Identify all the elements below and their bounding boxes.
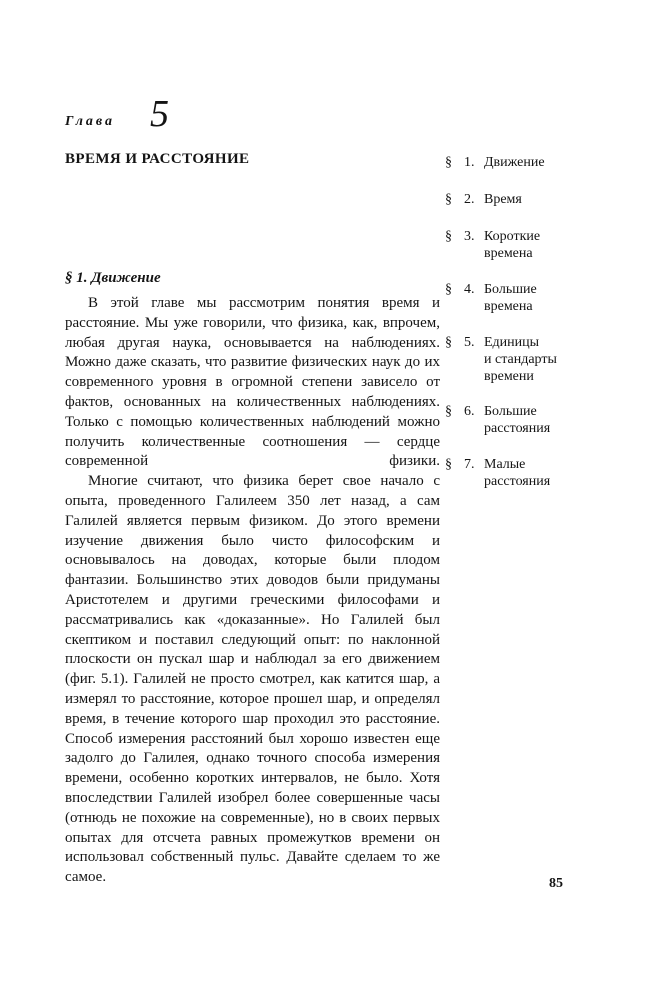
section-sign: § — [445, 229, 452, 244]
section-sign: § — [445, 404, 452, 419]
section-sign: § — [445, 155, 452, 170]
toc-item — [445, 281, 594, 315]
toc-item-number: 4. — [464, 282, 475, 297]
section-heading: § 1. Движение — [65, 270, 161, 286]
section-sign: § — [445, 192, 452, 207]
toc-item-number: 3. — [464, 229, 475, 244]
chapter-label: Глава — [65, 114, 116, 129]
toc-item — [445, 228, 594, 262]
paragraph: В этой главе мы рассмотрим понятия время и расстояние. Мы уже говорили, что физика, как, впрочем, любая другая наука, основывается на наблюдениях. Можно даже сказать, что развитие физических наук до их современного уровня в огромной степени зависело от фактов, основанных на количественных наблюдениях. Только с помощью количественных наблюдений можно получить количественные соотношения — сердце современной физики. — [65, 295, 440, 470]
toc-item-label: Время — [484, 192, 522, 207]
toc-item-label: Единицы и стандарты времени — [484, 335, 557, 384]
page-number: 85 — [549, 876, 563, 891]
chapter-title: ВРЕМЯ И РАССТОЯНИЕ — [65, 151, 250, 167]
section-sign: § — [445, 335, 452, 350]
toc-item-number: 1. — [464, 155, 475, 170]
toc-item-label: Большие расстояния — [484, 404, 551, 436]
chapter-number: 5 — [150, 93, 169, 135]
toc-item-label: Движение — [484, 155, 545, 170]
toc-item-label: Большие времена — [484, 282, 537, 314]
toc-item — [445, 334, 594, 385]
section-sign: § — [445, 282, 452, 297]
toc-item — [445, 456, 594, 490]
toc-item-number: 2. — [464, 192, 475, 207]
toc-item — [445, 154, 594, 171]
toc-item — [445, 403, 594, 437]
body-text — [65, 294, 440, 888]
toc-item-number: 7. — [464, 457, 475, 472]
toc-item-number: 5. — [464, 335, 475, 350]
section-sign: § — [445, 457, 452, 472]
toc-item-label: Малые расстояния — [484, 457, 551, 489]
toc-item-number: 6. — [464, 404, 475, 419]
toc-item-label: Короткие времена — [484, 229, 541, 261]
toc-item — [445, 191, 594, 208]
paragraph: Многие считают, что физика берет свое начало с опыта, проведенного Галилеем 350 лет назад, а сам Галилей является первым физиком. До этого времени изучение движения было чисто философским и основывалось на доводах, которые были плодом фантазии. Большинство этих доводов были придуманы Аристотелем и другими греческими философами и рассматривались как «доказанные». Но Галилей был скептиком и поставил следующий опыт: по наклонной плоскости он пускал шар и наблюдал за его движением (фиг. 5.1). Галилей не просто смотрел, как катится шар, а измерял то расстояние, которое прошел шар, и определял время, в течение которого шар проходил это расстояние. Способ измерения расстояний был хорошо известен еще задолго до Галилея, однако точного способа измерения времени, особенно коротких интервалов, не было. Хотя впоследствии Галилей изобрел более совершенные часы (отнюдь не похожие на современные), но в своих первых опытах для отсчета равных промежутков времени он использовал собственный пульс. Давайте сделаем то же самое. — [65, 473, 440, 886]
